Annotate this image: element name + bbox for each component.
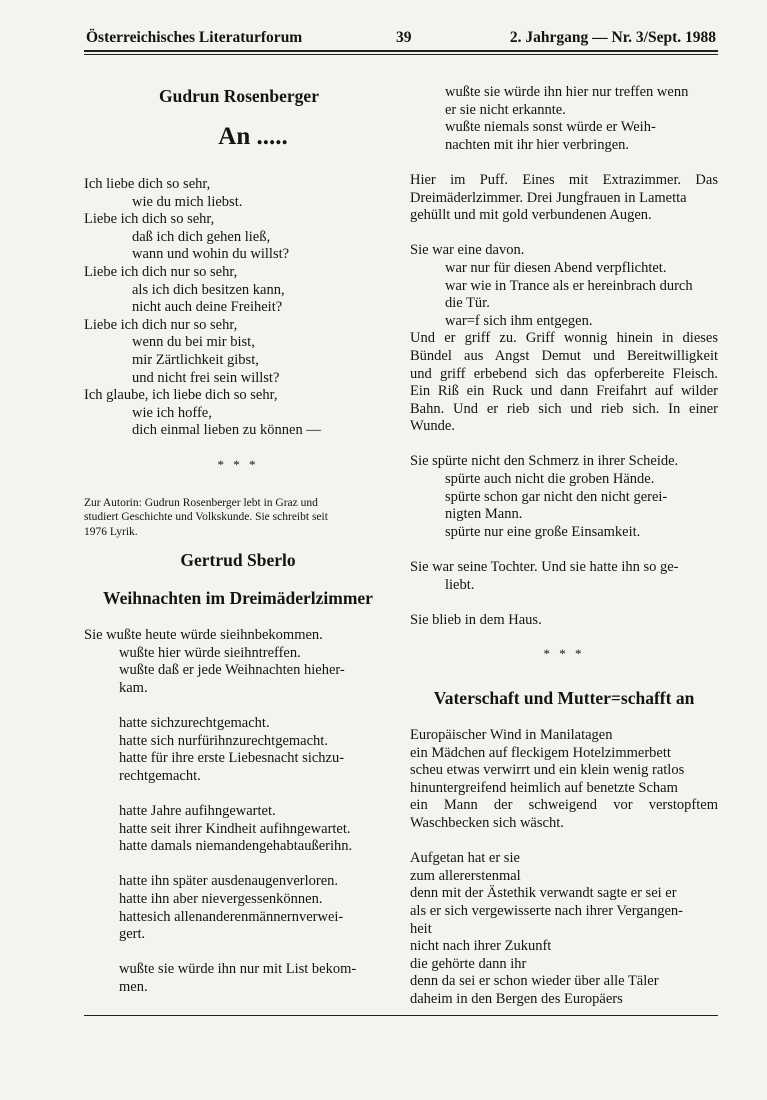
text-line: war nur für diesen Abend verpflichtet. (445, 259, 667, 276)
poem-line: Sie wußte heute würde sieihnbekommen. (84, 627, 323, 643)
poem-line: wußte sie würde ihn nur mit List bekom- (119, 961, 357, 978)
poem-line: wie du mich liebst. (132, 193, 243, 210)
poem-line: zum allererstenmal (410, 867, 521, 884)
text-line: Bündel aus Angst Demut und Bereitwilligkeit (410, 347, 718, 364)
text-line: war wie in Trance als er hereinbrach durch (445, 277, 693, 294)
poem-vaterschaft (410, 727, 718, 1009)
text-line: spürte schon gar nicht den nicht gerei- (445, 488, 668, 505)
poem-line: hatte seit ihrer Kindheit aufihngewartet. (119, 820, 351, 837)
text-line: Ein Riß ein Ruck und dann Freifahrt auf wilder (410, 383, 718, 400)
poem-line: wußte sie würde ihn hier nur treffen wenn (445, 84, 689, 100)
poem-line: heit (410, 920, 432, 937)
section-divider: * * * (217, 456, 259, 472)
poem-line: hatte Jahre aufihngewartet. (119, 802, 276, 819)
text-line: und griff erbebend sich das opferbereite Fleisch. (410, 365, 718, 382)
poem-line: ein Mann der schweigend vor verstopftem (410, 797, 718, 814)
footer-rule (84, 1015, 718, 1016)
text-line: nigten Mann. (445, 506, 523, 523)
poem-line: hatte sich nurfürihnzurechtgemacht. (119, 732, 328, 749)
poem-line: ein Mädchen auf fleckigem Hotelzimmerbett (410, 744, 671, 761)
poem-line: Liebe ich dich nur so sehr, (84, 263, 238, 280)
right-column (410, 84, 718, 1009)
poem-line: Ich liebe dich so sehr, (84, 176, 211, 192)
section-divider: * * * (543, 646, 585, 662)
text-line: Bahn. Und er rieb sich und rieb sich. In einer (410, 400, 718, 417)
poem-line: hinuntergreifend heimlich auf benetzte Scham (410, 779, 678, 796)
text-line: die Tür. (445, 295, 490, 312)
poem-line: die gehörte dann ihr (410, 955, 527, 972)
poem-line: wußte hier würde sieihntreffen. (119, 644, 301, 661)
poem-line: hatte für ihre erste Liebesnacht sichzu- (119, 750, 345, 767)
poem-line: hatte ihn aber nievergessenkönnen. (119, 890, 323, 907)
paragraph (410, 453, 718, 541)
poem-line: wann und wohin du willst? (132, 246, 290, 263)
bio-line: 1976 Lyrik. (84, 525, 138, 538)
paragraph (410, 242, 718, 436)
author-name: Gudrun Rosenberger (159, 86, 319, 106)
poem-line: scheu etwas verwirrt und ein klein wenig ratlos (410, 762, 685, 779)
poem-line: nicht nach ihrer Zukunft (410, 938, 552, 955)
issue-info: 2. Jahrgang — Nr. 3/Sept. 1988 (509, 29, 716, 46)
text-line: Und er griff zu. Griff wonnig hinein in dieses (410, 330, 718, 347)
poem-line: Ich glaube, ich liebe dich so sehr, (84, 387, 278, 404)
poem-line: wußte daß er jede Weihnachten hieher- (119, 662, 345, 679)
poem-title: An ..... (218, 123, 288, 150)
poem-line: und nicht frei sein willst? (132, 369, 280, 386)
bio-line: studiert Geschichte und Volkskunde. Sie schreibt seit (84, 511, 328, 523)
poem-title: Vaterschaft und Mutter=schafft an (433, 688, 695, 708)
poem-line: rechtgemacht. (119, 767, 201, 784)
poem-line: Waschbecken sich wäscht. (410, 814, 564, 831)
poem-line: nachten mit ihr hier verbringen. (445, 136, 630, 153)
text-line: liebt. (445, 576, 475, 593)
text-line: gehüllt und mit gold verbundenen Augen. (410, 207, 652, 224)
page-number: 39 (396, 29, 412, 46)
poem-weihnachten (84, 627, 392, 996)
paragraph (410, 559, 718, 594)
text-line: Dreimäderlzimmer. Drei Jungfrauen in Lametta (410, 189, 687, 206)
poem-continuation (410, 84, 718, 154)
text-line: Sie war eine davon. (410, 242, 525, 259)
text-line: Sie blieb in dem Haus. (410, 611, 542, 628)
text-line: Sie war seine Tochter. Und sie hatte ihn so ge- (410, 559, 679, 576)
poem-line: daß ich dich gehen ließ, (132, 228, 271, 245)
poem-line: Europäischer Wind in Manilatagen (410, 727, 613, 743)
poem-line: wie ich hoffe, (132, 404, 212, 421)
poem-line: denn da sei er schon wieder über alle Täler (410, 973, 659, 990)
poem-line: als er sich vergewisserte nach ihrer Vergangen- (410, 902, 683, 919)
text-line: war=f sich ihm entgegen. (445, 312, 593, 329)
poem-line: hatte sichzurechtgemacht. (119, 714, 270, 731)
text-line: spürte nur eine große Einsamkeit. (445, 523, 641, 540)
poem-line: daheim in den Bergen des Europäers (410, 990, 623, 1007)
author-bio (84, 496, 392, 540)
header-rule (84, 50, 718, 52)
poem-line: gert. (119, 926, 146, 943)
poem-line: kam. (119, 679, 148, 696)
text-line: Sie spürte nicht den Schmerz in ihrer Scheide. (410, 453, 679, 470)
poem-line: Liebe ich dich so sehr, (84, 211, 215, 228)
poem-an (84, 176, 392, 440)
poem-line: er sie nicht erkannte. (445, 101, 566, 118)
text-line: Wunde. (410, 418, 455, 435)
poem-line: als ich dich besitzen kann, (132, 281, 285, 298)
running-header (84, 29, 716, 49)
journal-name: Österreichisches Literaturforum (86, 29, 303, 46)
poem-line: Aufgetan hat er sie (410, 850, 520, 867)
poem-line: hatte ihn später ausdenaugenverloren. (119, 873, 339, 890)
poem-line: wenn du bei mir bist, (132, 334, 255, 351)
poem-line: dich einmal lieben zu können — (132, 422, 321, 439)
poem-line: hattesich allenanderenmännernverwei- (119, 908, 344, 925)
poem-line: men. (119, 978, 148, 995)
paragraph (410, 172, 718, 225)
poem-line: nicht auch deine Freiheit? (132, 299, 283, 316)
poem-line: denn mit der Ästethik verwandt sagte er sei er (410, 885, 677, 902)
left-column (84, 74, 392, 996)
author-name: Gertrud Sberlo (180, 550, 296, 570)
poem-line: mir Zärtlichkeit gibst, (132, 351, 259, 368)
poem-line: hatte damals niemandengehabtaußerihn. (119, 838, 353, 855)
text-line: Hier im Puff. Eines mit Extrazimmer. Das (410, 171, 718, 188)
bio-line: Zur Autorin: Gudrun Rosenberger lebt in Graz und (84, 496, 318, 509)
header-rule-thin (84, 54, 718, 55)
poem-title: Weihnachten im Dreimäderlzimmer (103, 588, 373, 608)
text-line: spürte auch nicht die groben Hände. (445, 471, 655, 488)
poem-line: wußte niemals sonst würde er Weih- (445, 119, 656, 136)
poem-line: Liebe ich dich nur so sehr, (84, 316, 238, 333)
